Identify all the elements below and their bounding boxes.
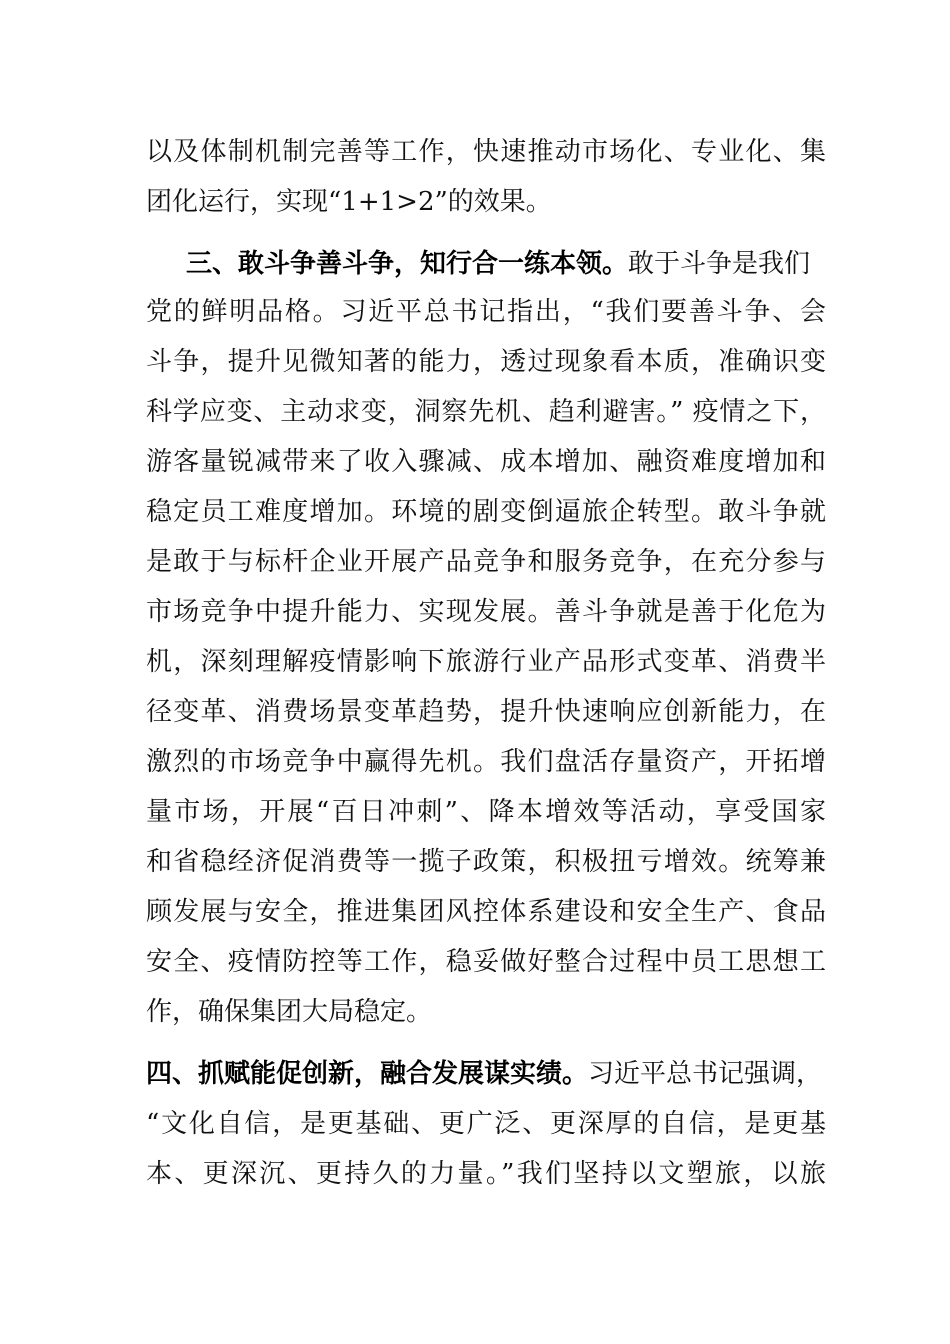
body-line: 顾发展与安全，推进集团风控体系建设和安全生产、食品: [146, 897, 826, 927]
body-line: 本、更深沉、更持久的力量。”我们坚持以文塑旅，以旅: [146, 1159, 826, 1189]
section-three-heading: 三、敢斗争善斗争，知行合一练本领。: [186, 249, 629, 279]
body-line: 党的鲜明品格。习近平总书记指出，“我们要善斗争、会: [146, 297, 826, 327]
body-line: 安全、疫情防控等工作，稳妥做好整合过程中员工思想工: [146, 947, 826, 977]
section-three-first-line-text: 敢于斗争是我们: [628, 249, 811, 279]
body-line: 以及体制机制完善等工作，快速推动市场化、专业化、集: [146, 137, 826, 167]
body-line: 稳定员工难度增加。环境的剧变倒逼旅企转型。敢斗争就: [146, 497, 826, 527]
body-line: 斗争，提升见微知著的能力，透过现象看本质，准确识变: [146, 347, 826, 377]
section-four-first-line-text: 习近平总书记强调，: [588, 1059, 823, 1089]
body-line: “文化自信，是更基础、更广泛、更深厚的自信，是更基: [146, 1109, 826, 1139]
body-line: 科学应变、主动求变，洞察先机、趋利避害。” 疫情之下，: [146, 397, 826, 427]
body-line: 径变革、消费场景变革趋势，提升快速响应创新能力，在: [146, 697, 826, 727]
body-line: 量市场，开展“百日冲刺”、降本增效等活动，享受国家: [146, 797, 826, 827]
body-line: 机，深刻理解疫情影响下旅游行业产品形式变革、消费半: [146, 647, 826, 677]
body-line: 作，确保集团大局稳定。: [146, 997, 433, 1027]
body-line: 激烈的市场竞争中赢得先机。我们盘活存量资产，开拓增: [146, 747, 826, 777]
body-line: 游客量锐减带来了收入骤减、成本增加、融资难度增加和: [146, 447, 826, 477]
body-line: 和省稳经济促消费等一揽子政策，积极扭亏增效。统筹兼: [146, 847, 826, 877]
section-three-first-line: [186, 244, 826, 284]
section-four-first-line: [146, 1054, 826, 1094]
body-line: 市场竞争中提升能力、实现发展。善斗争就是善于化危为: [146, 597, 826, 627]
section-four-heading: 四、抓赋能促创新，融合发展谋实绩。: [146, 1059, 589, 1089]
body-line: 是敢于与标杆企业开展产品竞争和服务竞争，在充分参与: [146, 547, 826, 577]
body-line: 团化运行，实现“1+1>2”的效果。: [146, 187, 552, 217]
